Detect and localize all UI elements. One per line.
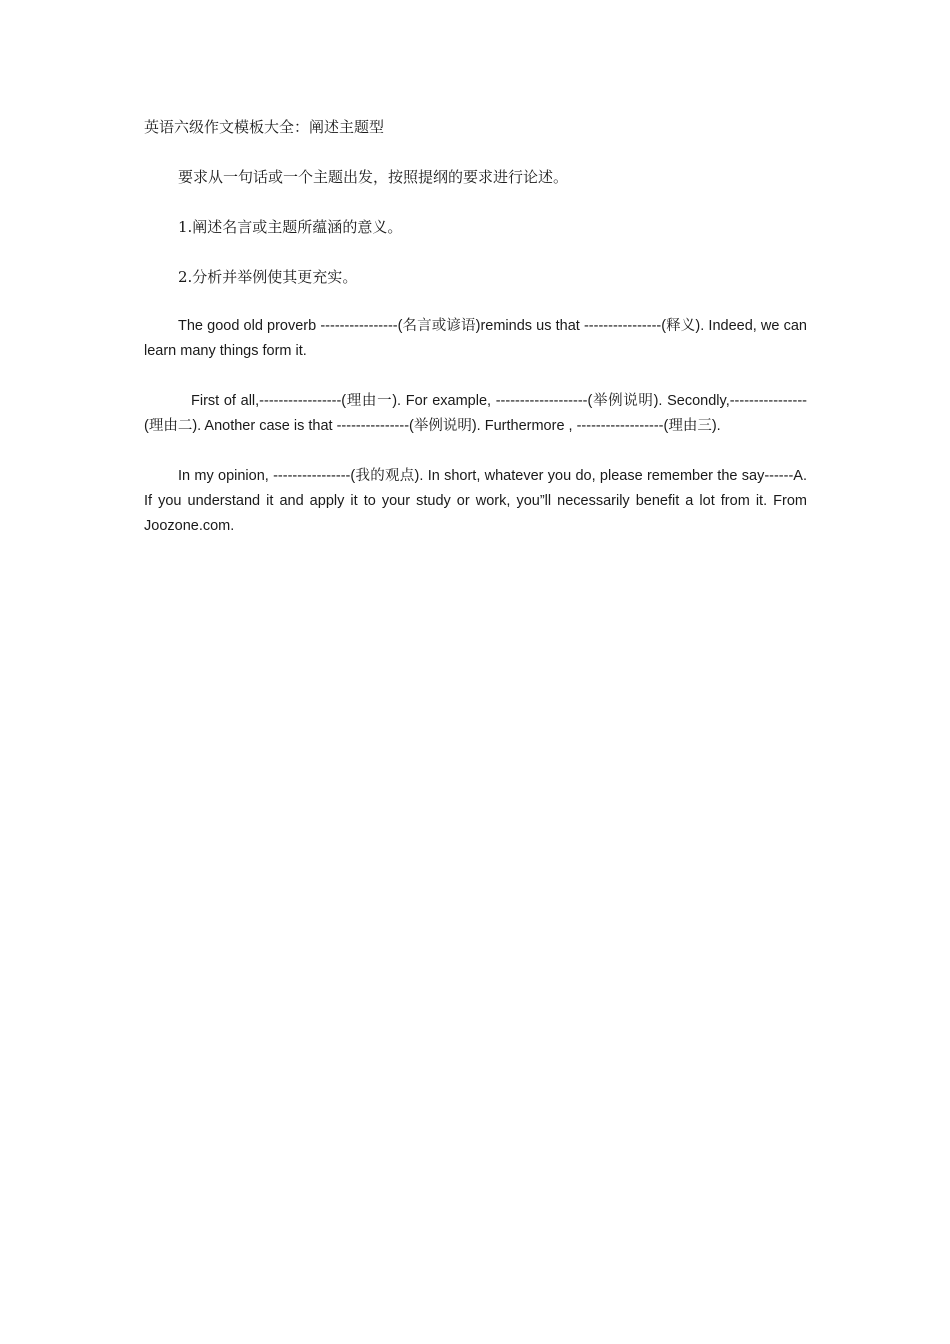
- document-body: [144, 114, 807, 564]
- outline-point-2: 2.分析并举例使其更充实。: [178, 268, 358, 286]
- document-title: 英语六级作文模板大全：阐述主题型: [144, 118, 385, 136]
- template-paragraph-1: The good old proverb ----------------(名言或谚语)reminds us that ----------------(释义). Indeed, we can learn many things form it.: [144, 318, 807, 359]
- template-paragraph-3: In my opinion, ----------------(我的观点). In short, whatever you do, please remember the say------A. If you understand it and apply it to your study or work, you”ll necessarily benefit a lot from it. From Joozone.com.: [144, 468, 807, 534]
- outline-point-1: 1.阐述名言或主题所蕴涵的意义。: [178, 218, 403, 236]
- template-paragraph-2: First of all,-----------------(理由一). For example, -------------------(举例说明). Secondly,----------------(理由二). Another case is that ---------------(举例说明). Furthermore , ------------------(理由三).: [144, 393, 807, 434]
- intro-paragraph: 要求从一句话或一个主题出发，按照提纲的要求进行论述。: [178, 168, 569, 186]
